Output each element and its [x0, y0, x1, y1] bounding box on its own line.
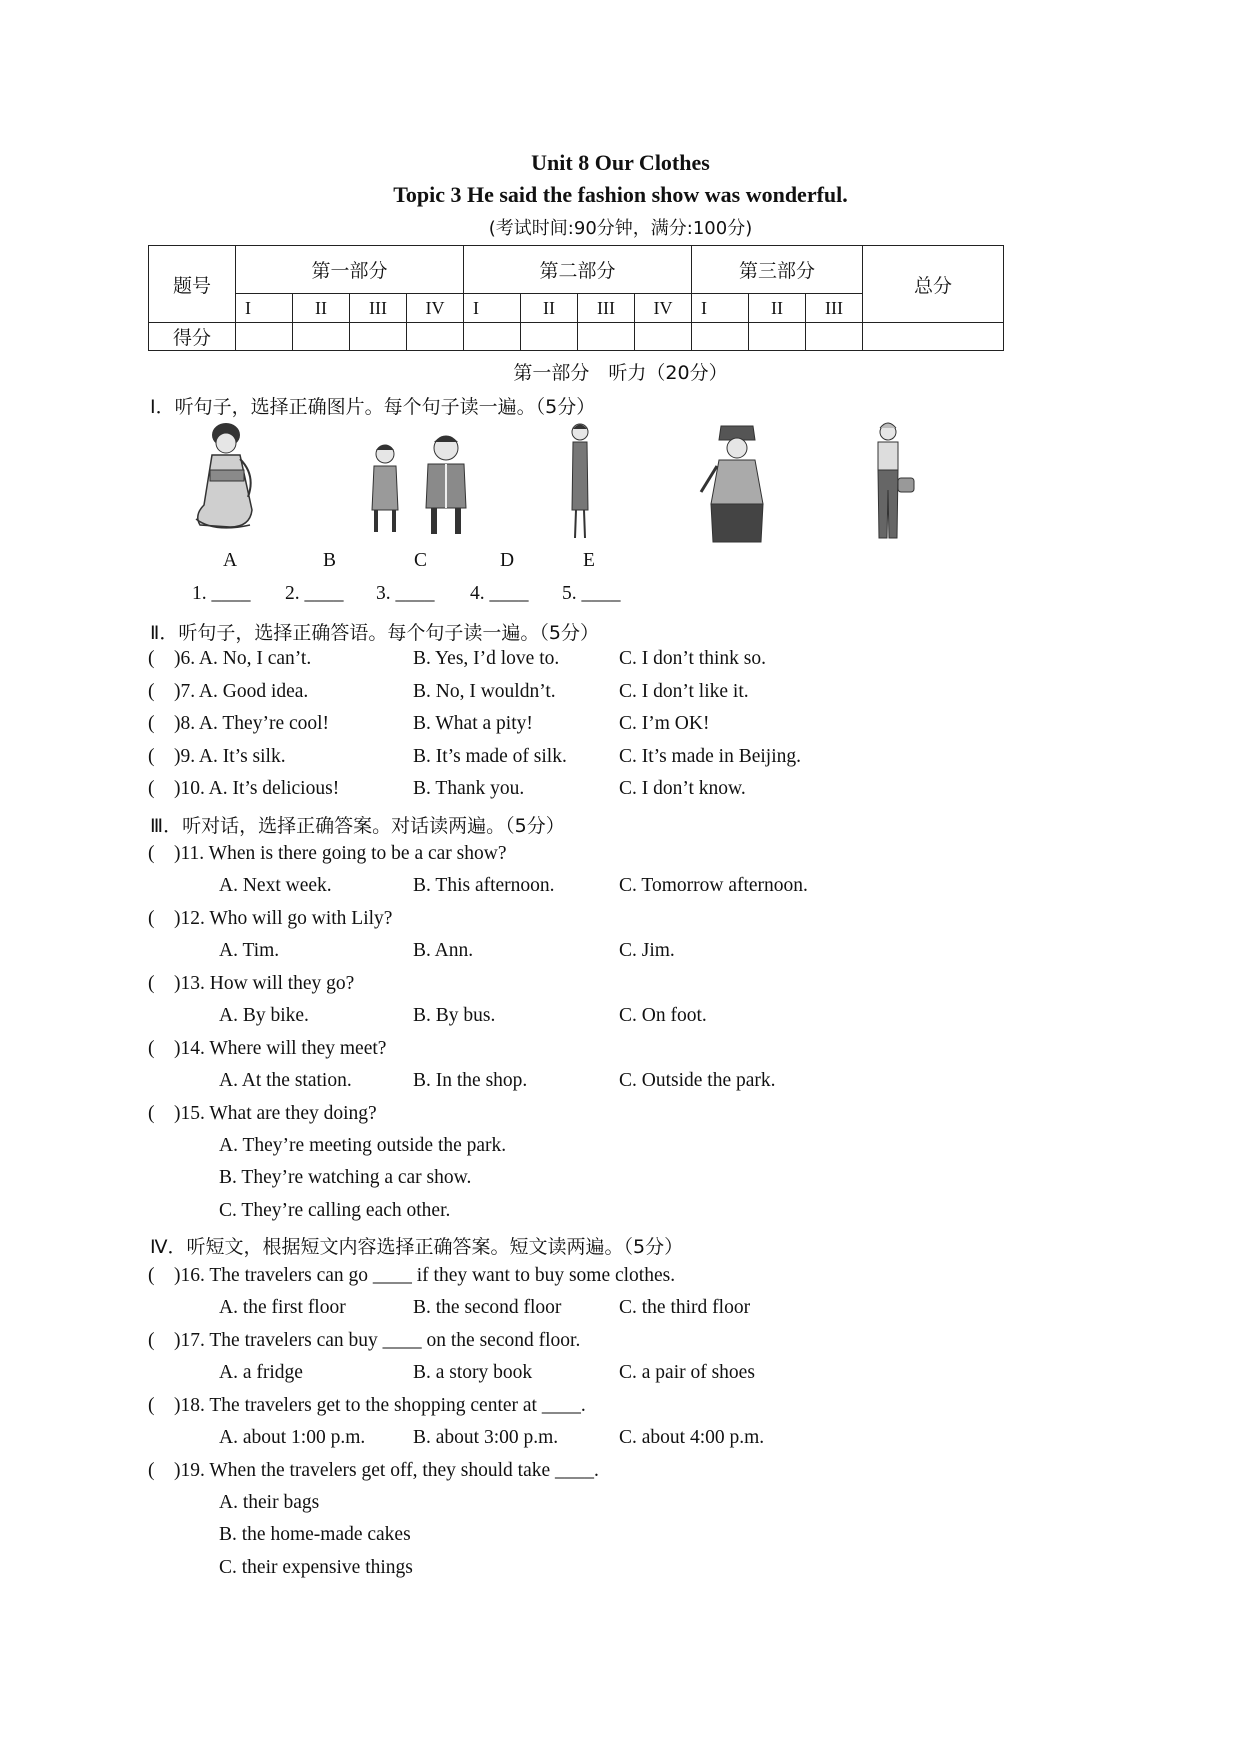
- section-number: I: [692, 294, 749, 323]
- child-tang-suit-illustration: [368, 440, 402, 540]
- option-c[interactable]: C. Outside the park.: [619, 1070, 776, 1091]
- option-a[interactable]: A. Next week.: [219, 875, 332, 896]
- section-number: II: [749, 294, 806, 323]
- score-cell[interactable]: [692, 323, 749, 351]
- part3-header: 第三部分: [692, 246, 863, 294]
- casual-woman-illustration: [862, 420, 918, 545]
- score-cell[interactable]: [521, 323, 578, 351]
- option-b[interactable]: B. Thank you.: [413, 778, 525, 799]
- question-stem: ( )11. When is there going to be a car show?: [148, 843, 507, 864]
- question-stem: ( )10. A. It’s delicious!: [148, 778, 340, 799]
- option-c[interactable]: C. I’m OK!: [619, 713, 710, 734]
- section-number: I: [236, 294, 293, 323]
- question-stem: ( )6. A. No, I can’t.: [148, 648, 312, 669]
- part1-title: 第一部分 听力（20分）: [513, 362, 728, 384]
- part1-header: 第一部分: [236, 246, 464, 294]
- score-cell-total[interactable]: [863, 323, 1004, 351]
- section-number: II: [293, 294, 350, 323]
- option-c[interactable]: C. I don’t like it.: [619, 681, 749, 702]
- option-b[interactable]: B. the second floor: [413, 1297, 562, 1318]
- question-stem: ( )19. When the travelers get off, they should take ____.: [148, 1460, 599, 1481]
- section-number: III: [806, 294, 863, 323]
- option-a[interactable]: A. a fridge: [219, 1362, 303, 1383]
- exam-info: (考试时间:90分钟，满分:100分): [488, 218, 753, 239]
- question-stem: ( )16. The travelers can go ____ if they want to buy some clothes.: [148, 1265, 676, 1286]
- option-b[interactable]: B. about 3:00 p.m.: [413, 1427, 559, 1448]
- option-c[interactable]: C. It’s made in Beijing.: [619, 746, 801, 767]
- question-stem: ( )9. A. It’s silk.: [148, 746, 286, 767]
- option-a[interactable]: A. At the station.: [219, 1070, 352, 1091]
- score-cell[interactable]: [806, 323, 863, 351]
- option-a[interactable]: A. their bags: [219, 1492, 320, 1513]
- picture-label: C: [414, 550, 428, 571]
- score-cell[interactable]: [749, 323, 806, 351]
- option-a[interactable]: A. the first floor: [219, 1297, 346, 1318]
- man-tang-suit-illustration: [418, 428, 474, 540]
- score-cell[interactable]: [464, 323, 521, 351]
- picture-label: A: [223, 550, 238, 571]
- question-stem: ( )7. A. Good idea.: [148, 681, 309, 702]
- question-stem: ( )18. The travelers get to the shopping center at ____.: [148, 1395, 586, 1416]
- score-cell[interactable]: [293, 323, 350, 351]
- score-table: [148, 245, 1004, 351]
- option-b[interactable]: B. This afternoon.: [413, 875, 555, 896]
- kimono-woman-illustration: [190, 415, 270, 540]
- option-a[interactable]: A. Tim.: [219, 940, 280, 961]
- option-c[interactable]: C. a pair of shoes: [619, 1362, 755, 1383]
- option-b[interactable]: B. By bus.: [413, 1005, 496, 1026]
- answer-blank[interactable]: 2. ____: [285, 583, 344, 604]
- option-b[interactable]: B. In the shop.: [413, 1070, 528, 1091]
- option-c[interactable]: C. their expensive things: [219, 1557, 413, 1578]
- section3-title: Ⅲ．听对话，选择正确答案。对话读两遍。（5分）: [150, 815, 565, 837]
- answer-blank[interactable]: 5. ____: [562, 583, 621, 604]
- section2-title: Ⅱ．听句子，选择正确答语。每个句子读一遍。（5分）: [150, 622, 599, 644]
- answer-blank[interactable]: 3. ____: [376, 583, 435, 604]
- question-stem: ( )14. Where will they meet?: [148, 1038, 387, 1059]
- option-c[interactable]: C. about 4:00 p.m.: [619, 1427, 765, 1448]
- score-cell[interactable]: [407, 323, 464, 351]
- option-b[interactable]: B. Ann.: [413, 940, 474, 961]
- ethnic-costume-woman-illustration: [697, 422, 777, 544]
- option-b[interactable]: B. Yes, I’d love to.: [413, 648, 560, 669]
- option-c[interactable]: C. They’re calling each other.: [219, 1200, 451, 1221]
- section-number: III: [350, 294, 407, 323]
- option-c[interactable]: C. Tomorrow afternoon.: [619, 875, 808, 896]
- question-stem: ( )17. The travelers can buy ____ on the second floor.: [148, 1330, 581, 1351]
- qipao-woman-illustration: [560, 420, 600, 545]
- total-header: 总分: [863, 246, 1004, 323]
- picture-label: D: [500, 550, 515, 571]
- score-cell[interactable]: [578, 323, 635, 351]
- section1-title: Ⅰ．听句子，选择正确图片。每个句子读一遍。（5分）: [150, 396, 596, 418]
- picture-label: B: [323, 550, 337, 571]
- option-c[interactable]: C. I don’t think so.: [619, 648, 766, 669]
- option-b[interactable]: B. It’s made of silk.: [413, 746, 567, 767]
- option-c[interactable]: C. the third floor: [619, 1297, 751, 1318]
- option-a[interactable]: A. about 1:00 p.m.: [219, 1427, 366, 1448]
- option-b[interactable]: B. They’re watching a car show.: [219, 1167, 472, 1188]
- option-c[interactable]: C. On foot.: [619, 1005, 707, 1026]
- score-cell[interactable]: [635, 323, 692, 351]
- option-b[interactable]: B. the home-made cakes: [219, 1524, 411, 1545]
- score-cell[interactable]: [350, 323, 407, 351]
- topic-title: Topic 3 He said the fashion show was wonderful.: [393, 182, 848, 207]
- option-a[interactable]: A. They’re meeting outside the park.: [219, 1135, 507, 1156]
- question-stem: ( )12. Who will go with Lily?: [148, 908, 393, 929]
- question-stem: ( )8. A. They’re cool!: [148, 713, 330, 734]
- question-stem: ( )13. How will they go?: [148, 973, 355, 994]
- part2-header: 第二部分: [464, 246, 692, 294]
- section-number: IV: [407, 294, 464, 323]
- answer-blank[interactable]: 1. ____: [192, 583, 251, 604]
- section-number: IV: [635, 294, 692, 323]
- section-number: II: [521, 294, 578, 323]
- score-cell[interactable]: [236, 323, 293, 351]
- option-c[interactable]: C. I don’t know.: [619, 778, 746, 799]
- row-label-score: 得分: [149, 323, 236, 351]
- option-b[interactable]: B. No, I wouldn’t.: [413, 681, 556, 702]
- section-number: I: [464, 294, 521, 323]
- option-b[interactable]: B. What a pity!: [413, 713, 533, 734]
- option-c[interactable]: C. Jim.: [619, 940, 675, 961]
- row-label-number: 题号: [149, 246, 236, 323]
- section-number: III: [578, 294, 635, 323]
- picture-label: E: [583, 550, 595, 571]
- question-stem: ( )15. What are they doing?: [148, 1103, 377, 1124]
- answer-blank[interactable]: 4. ____: [470, 583, 529, 604]
- unit-title: Unit 8 Our Clothes: [531, 150, 710, 175]
- section4-title: Ⅳ．听短文，根据短文内容选择正确答案。短文读两遍。（5分）: [150, 1236, 684, 1258]
- option-b[interactable]: B. a story book: [413, 1362, 533, 1383]
- option-a[interactable]: A. By bike.: [219, 1005, 309, 1026]
